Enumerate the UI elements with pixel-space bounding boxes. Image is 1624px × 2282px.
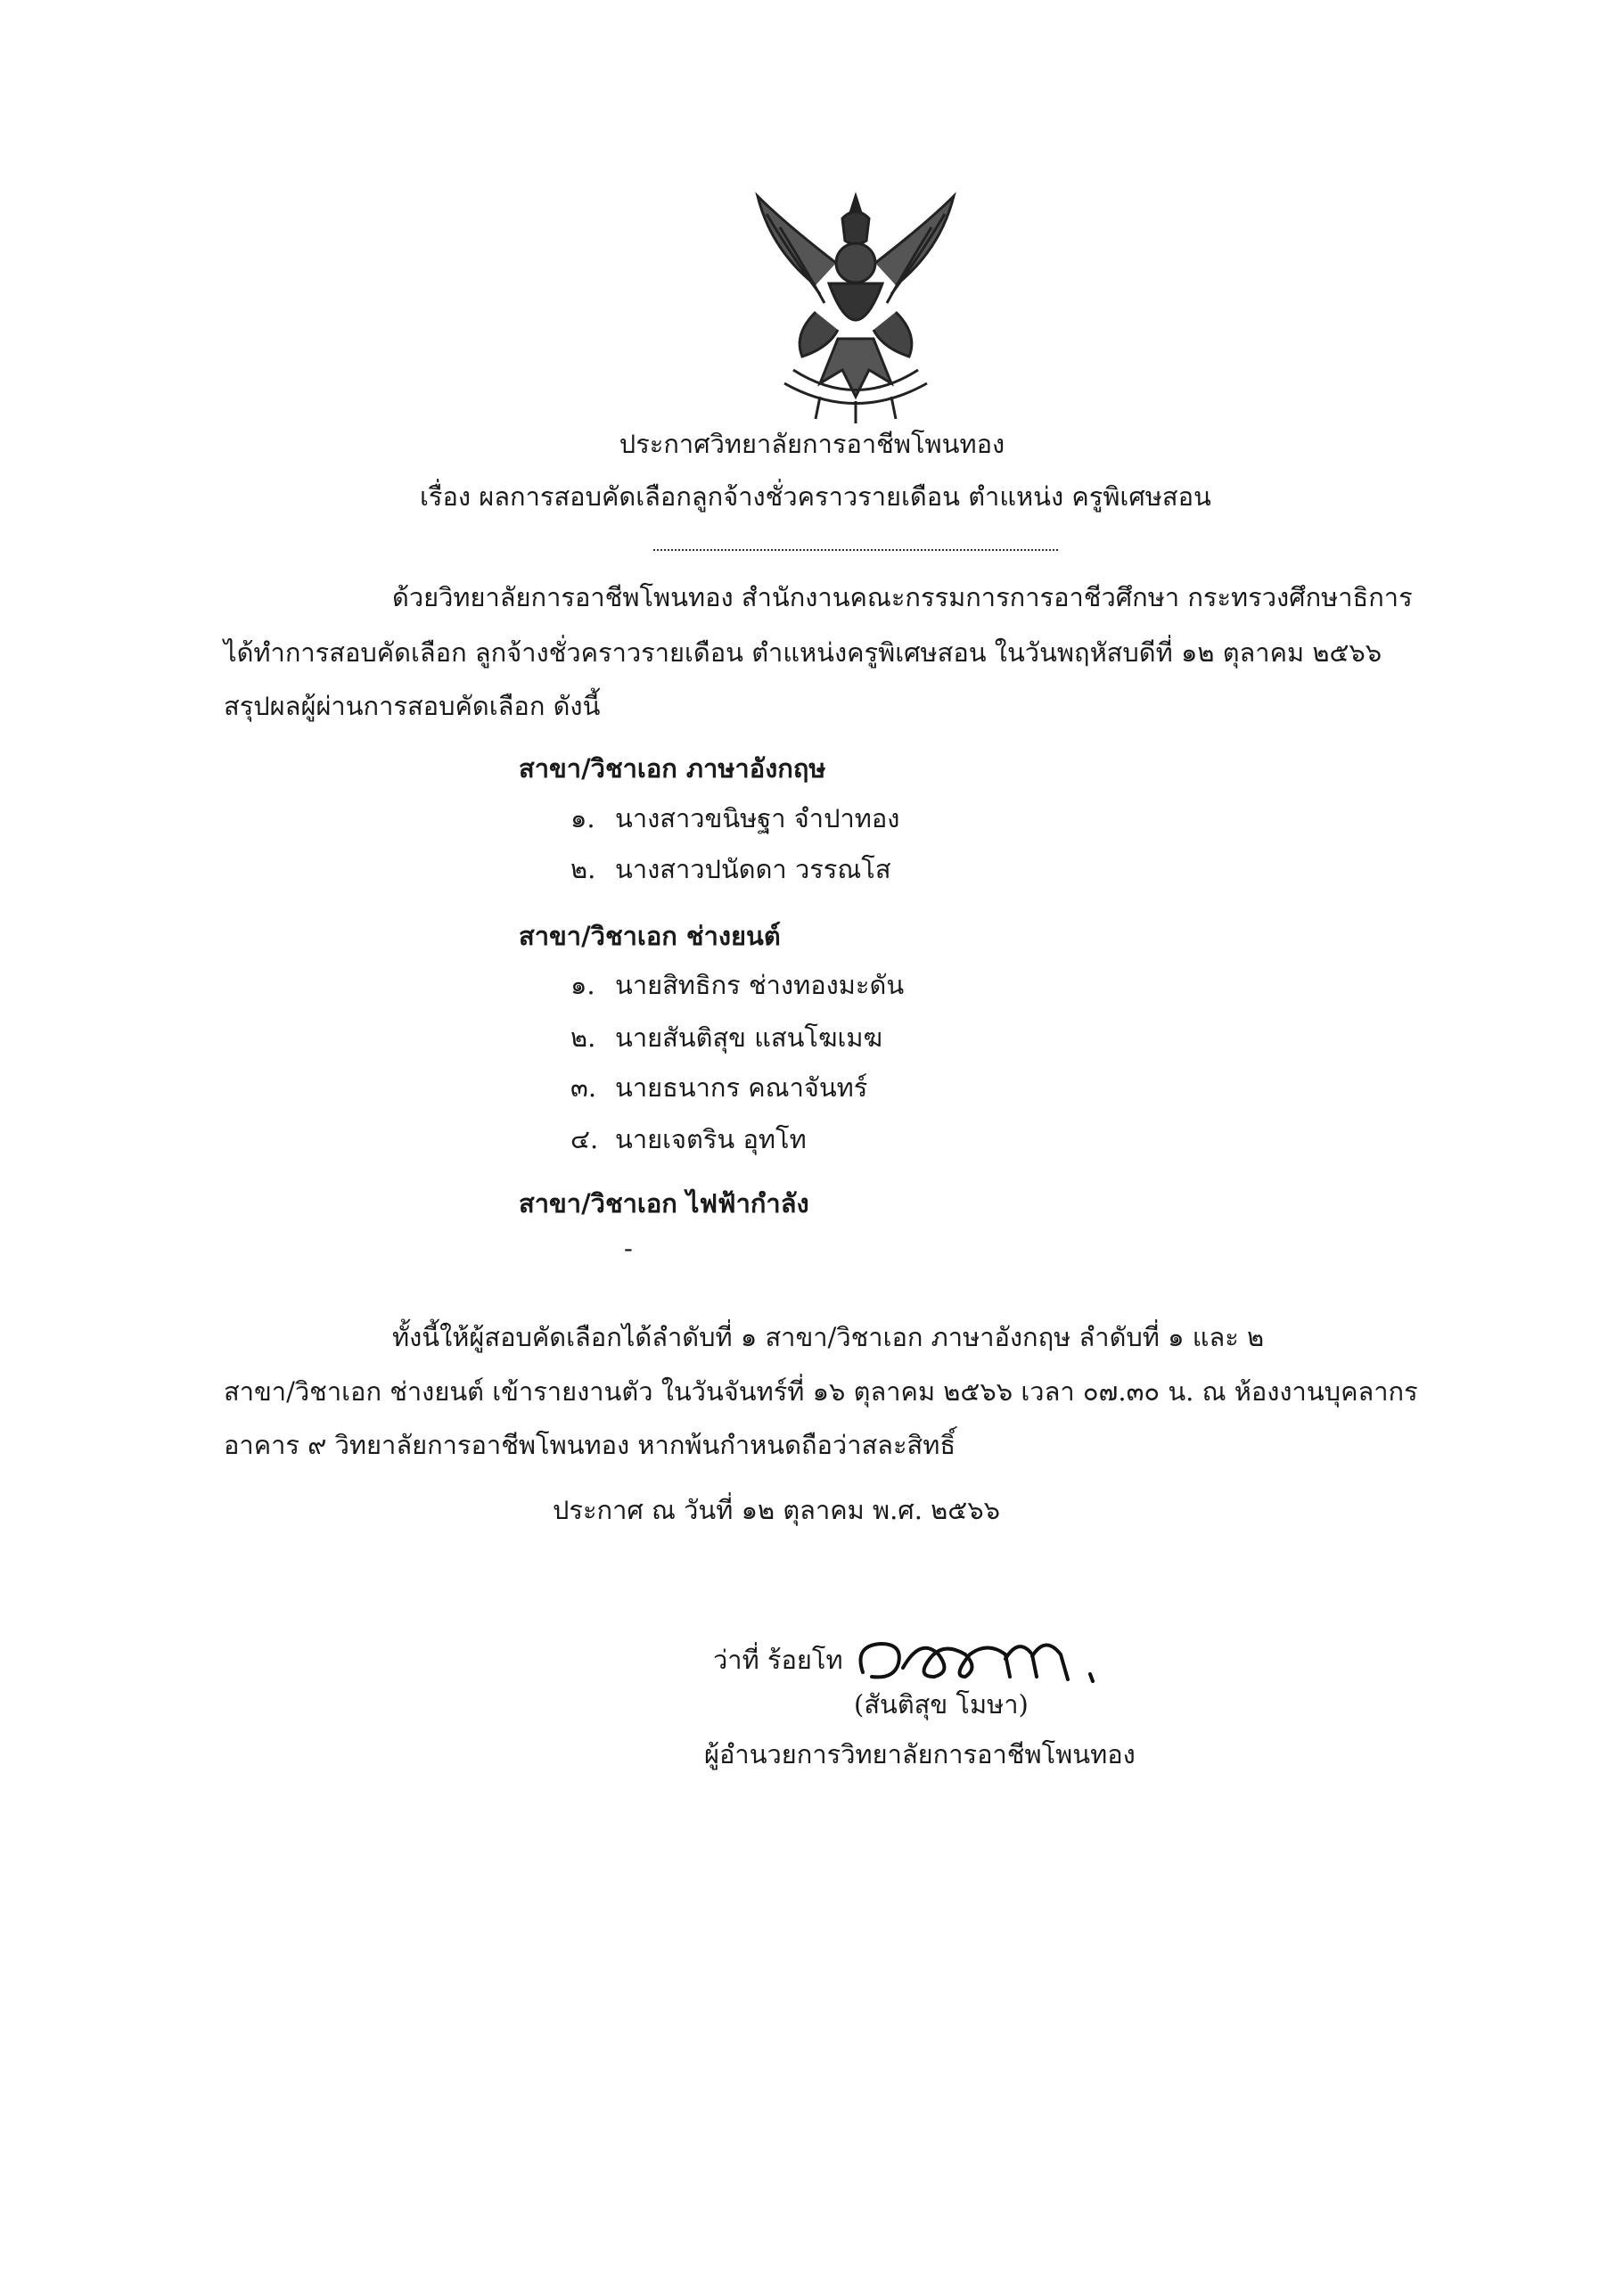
announcement-subject: เรื่อง ผลการสอบคัดเลือกลูกจ้างชั่วคราวรายเดือน ตำแหน่ง ครูพิเศษสอน: [420, 481, 1211, 512]
title-divider: [653, 549, 1058, 551]
list-item-number: ๓.: [570, 1072, 597, 1103]
closing-line-1: ทั้งนี้ให้ผู้สอบคัดเลือกได้ลำดับที่ ๑ สาขา/วิชาเอก ภาษาอังกฤษ ลำดับที่ ๑ และ ๒: [392, 1322, 1265, 1352]
list-item-name: นางสาวปนัดดา วรรณโส: [615, 854, 891, 884]
signatory-position: ผู้อำนวยการวิทยาลัยการอาชีพโพนทอง: [704, 1739, 1136, 1769]
section-heading-english: สาขา/วิชาเอก ภาษาอังกฤษ: [519, 753, 826, 784]
intro-line-3: สรุปผลผู้ผ่านการสอบคัดเลือก ดังนี้: [224, 691, 601, 721]
intro-line-1: ด้วยวิทยาลัยการอาชีพโพนทอง สำนักงานคณะกรรมการการอาชีวศึกษา กระทรวงศึกษาธิการ: [392, 582, 1413, 612]
signatory-name: (สันติสุข โมษา): [854, 1689, 1029, 1720]
section-heading-electrical-power: สาขา/วิชาเอก ไฟฟ้ากำลัง: [519, 1188, 809, 1219]
list-item-number: ๒.: [570, 1022, 596, 1053]
closing-line-3: อาคาร ๙ วิทยาลัยการอาชีพโพนทอง หากพ้นกำหนดถือว่าสละสิทธิ์: [224, 1430, 956, 1460]
list-item-name: นายเจตริน อุทโท: [615, 1124, 807, 1154]
empty-list-mark: -: [624, 1233, 633, 1263]
handwritten-signature: [854, 1628, 1139, 1690]
list-item-number: ๒.: [570, 854, 596, 884]
list-item-name: นายธนากร คณาจันทร์: [615, 1072, 868, 1103]
section-heading-auto-mechanics: สาขา/วิชาเอก ช่างยนต์: [519, 921, 781, 951]
list-item-name: นายสิทธิกร ช่างทองมะดัน: [615, 970, 905, 1000]
list-item-number: ๔.: [570, 1124, 599, 1154]
garuda-emblem-icon: [731, 178, 980, 428]
list-item-name: นางสาวขนิษฐา จำปาทอง: [615, 803, 900, 833]
list-item-name: นายสันติสุข แสนโฆเมฆ: [615, 1022, 883, 1053]
announcement-date: ประกาศ ณ วันที่ ๑๒ ตุลาคม พ.ศ. ๒๕๖๖: [553, 1495, 1001, 1525]
announcement-title: ประกาศวิทยาลัยการอาชีพโพนทอง: [619, 429, 1005, 459]
closing-line-2: สาขา/วิชาเอก ช่างยนต์ เข้ารายงานตัว ในวันจันทร์ที่ ๑๖ ตุลาคม ๒๕๖๖ เวลา ๐๗.๓๐ น. ณ ห้องงานบุคลากร: [224, 1376, 1418, 1407]
signatory-rank: ว่าที่ ร้อยโท: [713, 1645, 843, 1675]
list-item-number: ๑.: [570, 970, 595, 1000]
list-item-number: ๑.: [570, 803, 595, 833]
intro-line-2: ได้ทำการสอบคัดเลือก ลูกจ้างชั่วคราวรายเดือน ตำแหน่งครูพิเศษสอน ในวันพฤหัสบดีที่ ๑๒ ตุลาคม ๒๕๖๖: [224, 637, 1382, 668]
